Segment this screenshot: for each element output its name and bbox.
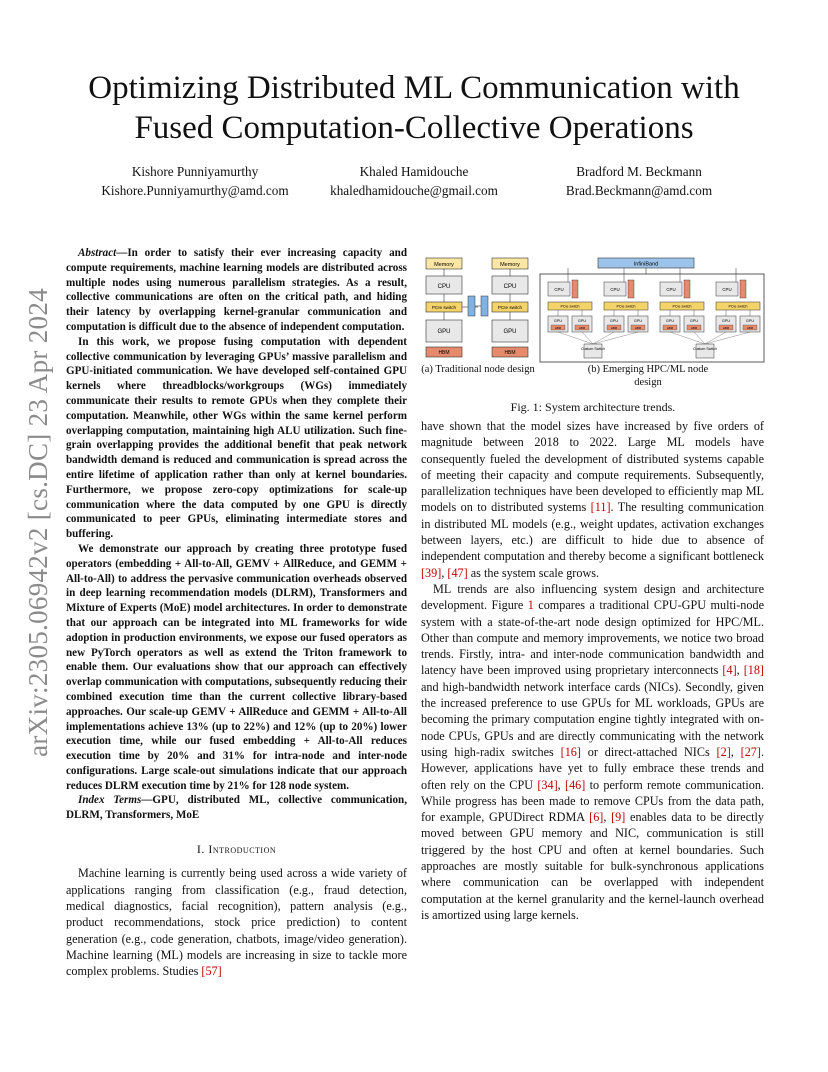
paragraph-text: ,	[603, 810, 612, 825]
gpu-label: GPU	[437, 329, 451, 335]
paragraph-text: to perform remote communication. While progress has been made to remove CPUs from the data path, for example, GPUDirect RDMA	[421, 777, 765, 825]
citation-link[interactable]: [34]	[537, 777, 558, 792]
section-title: Introduction	[208, 842, 277, 857]
paragraph-text: ,	[736, 663, 744, 678]
pcie-switch-label: PCIe switch	[431, 305, 457, 310]
gpu-label: GPU	[553, 319, 563, 323]
pcie-switch-label: PCIe switch	[560, 304, 580, 309]
cpu-label: CPU	[503, 284, 517, 290]
citation-link[interactable]: [6]	[589, 810, 604, 825]
body-paragraph	[421, 418, 764, 581]
arxiv-id: arXiv:2305.06942v2 [cs.DC] 23 Apr 2024	[22, 287, 53, 757]
citation-link[interactable]: [16]	[560, 744, 581, 759]
infiniband-label: InfiniBand	[633, 261, 659, 268]
link-line	[670, 332, 705, 344]
abstract-paragraph: In this work, we propose fusing computation with dependent collective communication by leveraging GPUs’ massive parallelism and GPU-initiated communication. We have developed self-contained GPU kernels where threadblocks/workgroups (WGs) immediately communicate their results to remote GPUs when they complete their computation. Meanwhile, other WGs within the same kernel perform overlapping computation, maintaining high ALU utilization. Such fine-grain overlapping provides the additional benefit that peak network bandwidth demand is reduced and communication is spread across the entire lifetime of application rather than only at kernel boundaries. Furthermore, we propose zero-copy optimizations for scale-up communication where the data computed by one GPU is directly communicated to peer GPUs, eliminating intermediate stores and buffering.	[66, 335, 407, 541]
traditional-node-right	[492, 258, 528, 357]
body-paragraph	[421, 581, 764, 923]
citation-link[interactable]: [11]	[590, 500, 611, 515]
citation-link[interactable]: [57]	[201, 964, 222, 979]
citation-link[interactable]: 1	[527, 598, 534, 613]
cpu-label: CPU	[437, 284, 451, 290]
cpu-label: CPU	[610, 287, 620, 292]
abstract	[66, 246, 407, 793]
citation-link[interactable]: [9]	[611, 810, 626, 825]
hbm-label: HBM	[746, 326, 754, 330]
cpu-label: CPU	[666, 287, 676, 292]
index-terms-text: GPU, distributed ML, collective communication, DLRM, Transformers, MoE	[66, 794, 407, 822]
author-name: Bradford M. Beckmann	[576, 164, 702, 179]
pcie-switch-label: PCIe switch	[728, 304, 748, 309]
intro-body	[66, 865, 407, 979]
paper-title: Optimizing Distributed ML Communication with Fused Computation-Collective Operations	[88, 70, 740, 146]
author-email: Brad.Beckmann@amd.com	[565, 183, 713, 198]
gpu-label: GPU	[665, 319, 675, 323]
right-column	[421, 418, 764, 923]
custom-switches	[581, 344, 717, 358]
arxiv-stamp	[18, 284, 58, 760]
gpu-label: GPU	[503, 329, 517, 335]
memory-box	[628, 280, 634, 298]
paragraph-text: ML trends are also influencing system design and architecture development. Figure	[421, 581, 764, 613]
paragraph-text: ,	[557, 777, 566, 792]
gpu-label: GPU	[633, 319, 643, 323]
author-2	[299, 162, 529, 200]
abstract-label: Abstract	[78, 247, 117, 259]
author-1	[80, 162, 310, 200]
author-name: Kishore Punniyamurthy	[131, 164, 259, 179]
left-column	[66, 246, 407, 979]
hpc-unit	[548, 268, 593, 344]
author-name: Khaled Hamidouche	[359, 164, 469, 179]
pcie-switch-label: PCIe switch	[672, 304, 692, 309]
citation-link[interactable]: [39]	[421, 565, 442, 580]
link-line	[593, 332, 638, 344]
hpc-unit	[593, 268, 648, 344]
author-email: khaledhamidouche@gmail.com	[330, 183, 498, 198]
paragraph-text: or direct-attached NICs	[580, 744, 717, 759]
figure-caption: Fig. 1: System architecture trends.	[510, 400, 676, 414]
author-3	[524, 162, 754, 200]
author-email: Kishore.Punniyamurthy@amd.com	[101, 183, 289, 198]
body-paragraph	[66, 865, 407, 979]
link-line	[705, 332, 726, 344]
abstract-paragraph: We demonstrate our approach by creating three prototype fused operators (embedding + All-to-All, GEMV + AllReduce, and GEMM + All-to-All) to address the pervasive communication overheads observed in deep learning recommendation models (DLRM), Transformers and Mixture of Experts (MoE) model architectures. In order to demonstrate that our approach can be integrated into ML frameworks for wide adoption in production environments, we expose our fused operators as new PyTorch operators as well as extend the Triton framework to enable them. Our evaluations show that our approach can effectively overlap communication with computations, subsequently reducing their combined execution time than the current collective library-based approaches. Our scale-up GEMV + AllReduce and GEMM + All-to-All implementations achieve 13% (up to 22%) and 12% (up to 20%) lower execution time, while our fused embedding + All-to-All reduces execution time by 20% and 31% for intra-node and inter-node configurations. Large scale-out simulations indicate that our approach reduces DLRM execution time by 21% for 128 node system.	[66, 542, 407, 792]
cpu-label: CPU	[554, 287, 564, 292]
paragraph-text: compares a traditional CPU-GPU multi-node system with a state-of-the-art node design optimized for HPC/ML. Other than compute and memory improvements, we notice two broad trends. Firstly, intra- and inter-node communication bandwidth and latency have been improved using proprietary interconnects	[421, 598, 764, 678]
hbm-label: HBM	[610, 326, 618, 330]
citation-link[interactable]: [47]	[447, 565, 468, 580]
cpu-label: CPU	[722, 287, 732, 292]
custom-switch-label: Custom Switch	[693, 347, 717, 351]
author-block	[60, 162, 768, 202]
hpc-unit	[660, 268, 705, 344]
pcie-switch-label: PCIe switch	[616, 304, 636, 309]
gpu-label: GPU	[745, 319, 755, 323]
gpu-label: GPU	[721, 319, 731, 323]
gpu-label: GPU	[689, 319, 699, 323]
hbm-label: HBM	[554, 326, 562, 330]
paragraph-text: as the system scale grows.	[467, 565, 600, 580]
subcaption-a: (a) Traditional node design	[421, 364, 535, 375]
memory-label: Memory	[434, 262, 454, 268]
pcie-switch-label: PCIe switch	[497, 305, 523, 310]
paragraph-text: ,	[441, 565, 448, 580]
section-number: I.	[196, 842, 205, 857]
link-line	[593, 332, 614, 344]
citation-link[interactable]: [46]	[565, 777, 586, 792]
paragraph-text: . However, applications have yet to fully embrace these trends and often rely on the CPU	[421, 744, 764, 792]
paragraph-text: . The resulting communication in distributed ML models (e.g., weight updates, activation exchanges between layers, etc.) are difficult to hide due to absence of independent computation and thereby become a significant bottleneck	[421, 500, 764, 564]
citation-link[interactable]: [18]	[743, 663, 764, 678]
paragraph-text: have shown that the model sizes have increased by five orders of magnitude between 2018 to 2022. Large ML models have consequently fueled the development of distributed systems capable of meeting their capacity and compute requirements. Subsequently, parallelization techniques have been developed to efficiently map ML models on to distributed systems	[421, 419, 764, 515]
nic-pair	[468, 296, 488, 316]
paragraph-text: and high-bandwidth network interface cards (NICs). Secondly, given the increased preference to use GPUs for ML workloads, GPUs are becoming the primary computation engine tightly integrated with on-node CPUs, GPUs and are directly communicating with the network using high-radix switches	[421, 679, 764, 759]
subcaption-b: (b) Emerging HPC/ML node design	[587, 364, 709, 388]
gpu-label: GPU	[609, 319, 619, 323]
memory-label: Memory	[500, 262, 520, 268]
hbm-label: HBM	[438, 350, 450, 356]
index-terms-label: Index Terms	[78, 794, 142, 807]
hbm-label: HBM	[504, 350, 516, 356]
hpc-unit	[705, 268, 760, 344]
memory-box	[740, 280, 746, 298]
paragraph-text: enables data to be directly moved between GPU memory and NIC, communication is still triggered by the host CPU and often at kernel boundaries. Such approaches are mostly suitable for bulk-synchronous applications where communication can be overlapped with independent computation at the kernel granularity and the kernel-launch overhead is amortized using large kernels.	[421, 810, 764, 922]
hbm-label: HBM	[634, 326, 642, 330]
hbm-label: HBM	[578, 326, 586, 330]
custom-switch-label: Custom Switch	[581, 347, 605, 351]
gpu-label: GPU	[577, 319, 587, 323]
citation-link[interactable]: [27]	[740, 744, 761, 759]
hpc-unit-group	[548, 268, 760, 344]
memory-box	[572, 280, 578, 298]
figure-1	[420, 252, 766, 417]
hbm-label: HBM	[666, 326, 674, 330]
abstract-paragraph: Abstract—In order to satisfy their ever increasing capacity and compute requirements, machine learning models are distributed across multiple nodes using numerous parallelism strategies. As a result, collective communications are often on the critical path, and hiding their latency by overlapping kernel-granular communication and computation is difficult due to the absence of independent computation.	[66, 247, 407, 333]
paragraph-text: Machine learning is currently being used across a wide variety of applications ranging from classification (e.g., fraud detection, medical diagnostics, facial recognition), pattern analysis (e.g., product recommendations, stock price prediction) to content generation (e.g., code generation, chatbots, image/video generation). Machine learning (ML) models are increasing in size to tackle more complex problems. Studies	[66, 866, 407, 979]
paragraph-text: ,	[730, 744, 741, 759]
hbm-label: HBM	[690, 326, 698, 330]
citation-link[interactable]: [4]	[722, 663, 737, 678]
citation-link[interactable]: [2]	[716, 744, 731, 759]
abstract-text: In order to satisfy their ever increasing capacity and compute requirements, machine learning models are distributed across multiple nodes using numerous parallelism strategies. As a result, collective communications are often on the critical path, and hiding their latency by overlapping kernel-granular communication and computation is difficult due to the absence of independent computation.	[66, 247, 407, 333]
link-line	[705, 332, 750, 344]
hbm-label: HBM	[722, 326, 730, 330]
link-line	[558, 332, 593, 344]
section-heading	[66, 841, 407, 857]
memory-box	[684, 280, 690, 298]
index-terms: Index Terms—GPU, distributed ML, collective communication, DLRM, Transformers, MoE	[66, 794, 407, 822]
